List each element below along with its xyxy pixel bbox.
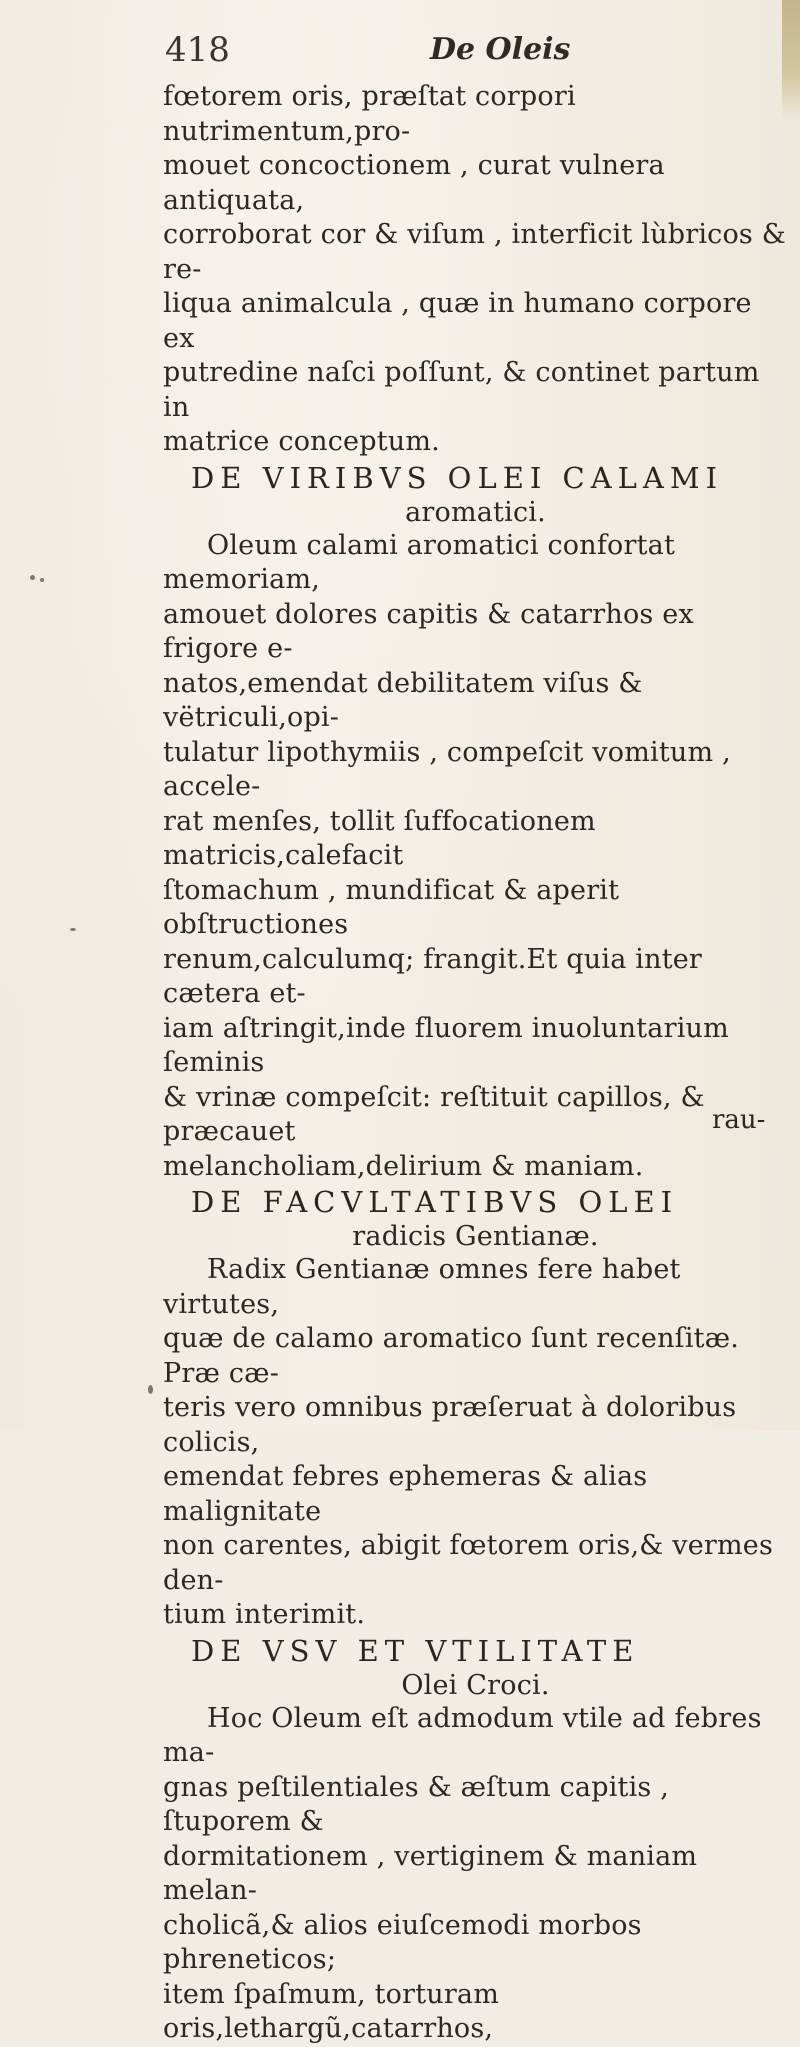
text-line: tulatur lipothymiis , compeſcit vomitum , accele- <box>163 736 731 802</box>
section-subheading-calamus: aromatici. <box>405 496 546 528</box>
text-line: quæ de calamo aromatico ſunt recenſitæ. Præ cæ- <box>163 1323 740 1389</box>
running-title: De Oleis <box>430 32 571 67</box>
text-line: Hoc Oleum eſt admodum vtile ad febres ma- <box>163 1702 762 1768</box>
section-subheading-gentiana: radicis Gentianæ. <box>352 1221 599 1252</box>
text-line: rat menſes, tollit ſuffocationem matricis,calefacit <box>163 805 596 871</box>
text-line: amouet dolores capitis & catarrhos ex frigore e- <box>163 598 694 664</box>
ink-speck <box>70 928 76 931</box>
ink-speck <box>148 1385 153 1394</box>
text-line: renum,calculumq; frangit.Et quia inter cætera et- <box>163 943 703 1009</box>
text-line: gnas peſtilentiales & æſtum capitis , ſtuporem & <box>163 1771 670 1837</box>
section-paragraph-crocus <box>163 1702 788 2047</box>
section-heading-calamus: DE VIRIBVS OLEI CALAMI <box>191 460 724 495</box>
text-line: mouet concoctionem , curat vulnera antiquata, <box>163 150 665 216</box>
section-paragraph-calamus <box>163 529 788 1185</box>
text-line: Radix Gentianæ omnes fere habet virtutes, <box>163 1254 681 1320</box>
text-line: emendat febres ephemeras & alias malignitate <box>163 1461 648 1527</box>
text-line: tium interimit. <box>163 1599 366 1630</box>
section-subheading-crocus: Olei Croci. <box>401 1669 550 1701</box>
text-line: iam aſtringit,inde fluorem inuoluntarium ſeminis <box>163 1012 729 1078</box>
section-heading-crocus: DE VSV ET VTILITATE <box>191 1633 640 1668</box>
text-line: teris vero omnibus præſeruat à doloribus colicis, <box>163 1392 737 1458</box>
section-heading-gentiana: DE FACVLTATIBVS OLEI <box>191 1185 679 1219</box>
text-line: melancholiam,delirium & maniam. <box>163 1150 644 1182</box>
catchword: rau- <box>712 1105 766 1135</box>
page-number: 418 <box>165 30 230 70</box>
ink-speck <box>30 575 35 580</box>
text-line: dormitationem , vertiginem & maniam melan- <box>163 1840 698 1906</box>
section-paragraph-gentiana <box>163 1253 788 1633</box>
ink-speck <box>40 578 44 582</box>
text-line: liqua animalcula , quæ in humano corpore ex <box>163 288 752 354</box>
text-line: & vrinæ compeſcit: reſtituit capillos, & præcauet <box>163 1081 705 1147</box>
text-line: natos,emendat debilitatem viſus & vëtriculi,opi- <box>163 667 643 733</box>
body-text <box>163 80 788 2047</box>
text-line: non carentes, abigit fœtorem oris,& vermes den- <box>163 1530 774 1596</box>
text-line: putredine naſci poſſunt, & continet partum in <box>163 357 760 423</box>
text-line: item ſpaſmum, torturam oris,lethargũ,catarrhos, <box>163 1978 500 2044</box>
text-line: Oleum calami aromatici confortat memoriam, <box>163 529 675 595</box>
text-line: fœtorem oris, præſtat corpori nutrimentum,pro- <box>163 81 576 147</box>
intro-paragraph <box>163 80 788 460</box>
text-line: cholicã,& alios eiuſcemodi morbos phreneticos; <box>163 1909 642 1975</box>
text-line: ſtomachum , mundificat & aperit obſtructiones <box>163 874 620 940</box>
text-line: corroborat cor & viſum , interficit lùbricos & re- <box>163 219 787 285</box>
page-header <box>165 30 765 80</box>
text-line: matrice conceptum. <box>163 426 440 457</box>
